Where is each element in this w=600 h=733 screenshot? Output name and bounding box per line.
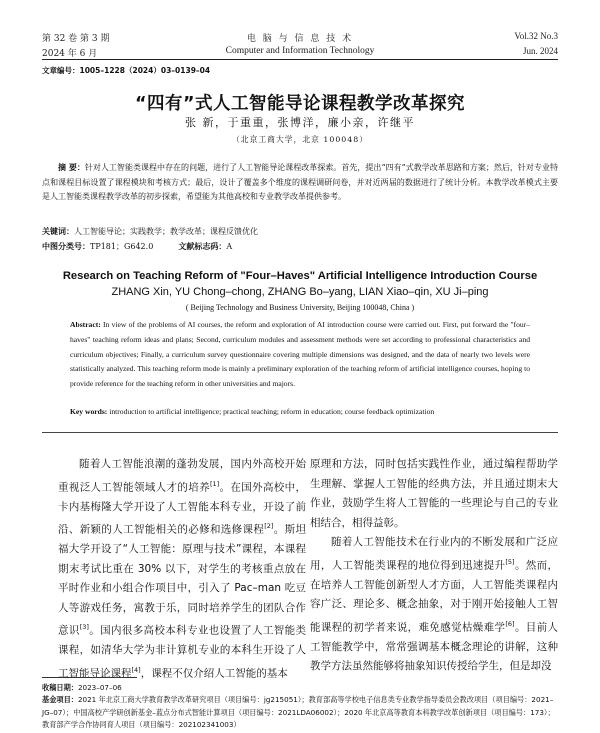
fund-label: 基金项目： xyxy=(42,695,78,704)
body-text: 。在国外高校中，卡内基梅隆大学开设了人工智能本科专业，开设了前沿、新颖的人工智能相关的必修和选修课程 xyxy=(58,481,307,536)
affiliation-cn: （北京工商大学，北京 100048） xyxy=(231,135,368,144)
citation-ref: [5] xyxy=(505,557,515,566)
keywords-cn-text: 人工智能导论；实践教学；教学改革；课程反馈优化 xyxy=(74,227,258,236)
classification-cn xyxy=(42,239,558,255)
affiliation-en: ( Beijing Technology and Business University, Beijing 100048, China ) xyxy=(185,303,415,312)
abstract-cn-label: 摘 要： xyxy=(58,162,85,172)
received-value: 2023–07–06 xyxy=(77,683,122,692)
body-text: ，课程不仅介绍人工智能的基本 xyxy=(140,667,288,679)
body-left-column xyxy=(58,455,306,684)
citation-ref: [4] xyxy=(131,665,141,674)
header-volume-cn: 第 32 卷 第 3 期 xyxy=(42,34,110,44)
citation-ref: [6] xyxy=(505,619,515,628)
doc-code-label: 文献标志码： xyxy=(178,241,227,251)
header-journal-cn: 电 脑 与 信 息 技 术 xyxy=(246,34,354,44)
body-text: 。然而，在培养人工智能创新型人才方面，人工智能类课程内容广泛、理论多、概念抽象，对于刚开始接触人工智能课程的初学者来说，难免感觉枯燥难学 xyxy=(310,559,559,633)
header-rule xyxy=(42,59,558,60)
body-text: 随着人工智能浪潮的蓬勃发展，国内外高校开始重视泛人工智能领域人才的培养 xyxy=(58,458,306,493)
authors-en: ZHANG Xin, YU Chong–chong, ZHANG Bo–yang, LIAN Xiao–qin, XU Ji–ping xyxy=(111,286,489,298)
fund-value: 2021 年北京工商大学教育教学改革研究项目（项目编号：jg215051）；教育部高等学校电子信息类专业教学指导委员会教改项目（项目编号：2021–JG–07）；中国高校产学研创新基金–蓝点分布式智能计算项目（项目编号：2021LDA06002）；2020 年北京高等教育本科教学改革创新项目（项目编号：173）；教育部产学合作协同育人项目（项目编号：202102341003） xyxy=(42,695,555,729)
title-en: Research on Teaching Reform of "Four–Haves" Artificial Intelligence Introduction Course xyxy=(62,270,538,282)
keywords-cn-label: 关键词： xyxy=(42,226,74,236)
authors-cn: 张 新，于重重，张博洋，廉小亲，许继平 xyxy=(185,116,415,129)
citation-ref: [2] xyxy=(264,522,274,530)
abstract-cn-text: 针对人工智能类课程中存在的问题，进行了人工智能导论课程改革探索。首先，提出“四有”式教学改革思路和方案；然后，针对专业特点和课程目标设置了课程模块和考核方式；最后，设计了覆盖多个维度的课程调研问卷，并对近两届的数据进行了统计分析。本教学改革模式主要是人工智能类课程教学改革的初步探索，希望能为其他高校和专业教学改革提供参考。 xyxy=(42,163,558,201)
abstract-cn xyxy=(42,160,558,205)
header-date-cn: 2024 年 6 月 xyxy=(42,49,98,59)
citation-ref: [3] xyxy=(79,623,89,631)
body-text: 。国内很多高校本科专业也设置了人工智能类课程，如清华大学为非计算机专业的本科生开设了人工智能导论课程 xyxy=(58,624,307,679)
header-volume-en: Vol.32 No.3 xyxy=(514,31,558,41)
clc-label: 中图分类号： xyxy=(42,241,90,251)
body-right-column xyxy=(310,455,558,677)
keywords-en-label: Key words: xyxy=(70,407,108,416)
header-journal-en: Computer and Information Technology xyxy=(225,46,375,56)
abstract-en-text: In view of the problems of AI courses, the reform and exploration of AI introduction course were carried out. First, put forward the "four–haves" teaching reform ideas and plans; Second, curriculum modules and assessment methods were set according to professional characteristics and curriculum objectives; Finally, a curriculum survey questionnaire covering multiple dimensions was designed, and the data of nearly two levels were statistically analyzed. This teaching reform mode is mainly a preliminary exploration of the teaching reform of artificial intelligence courses, hoping to provide reference for the teaching reform in other universities and majors. xyxy=(70,320,530,389)
abstract-en-label: Abstract: xyxy=(70,320,101,329)
body-paragraph xyxy=(58,455,306,684)
body-paragraph: 原理和方法，同时包括实践性作业，通过编程帮助学生理解、掌握人工智能的经典方法，并且通过期末大作业，鼓励学生将人工智能的一些理论与自己的专业相结合，相得益彰。 xyxy=(310,458,558,529)
body-paragraph xyxy=(310,533,558,677)
received-label: 收稿日期： xyxy=(42,683,78,692)
keywords-en-text: introduction to artificial intelligence; practical teaching; reform in education; course feedback optimization xyxy=(109,407,435,416)
header-date-en: Jun. 2024 xyxy=(522,46,558,56)
section-divider xyxy=(42,432,558,433)
article-number: 文章编号：1005–1228（2024）03–0139–04 xyxy=(42,66,211,75)
clc-value: TP181；G642.0 xyxy=(90,242,154,251)
abstract-en xyxy=(70,318,530,392)
citation-ref: [1] xyxy=(209,479,220,488)
received-date xyxy=(42,682,558,695)
fund-info xyxy=(42,694,558,732)
keywords-cn xyxy=(42,224,558,240)
title-cn: “四有”式人工智能导论课程教学改革探究 xyxy=(134,94,465,114)
body-text: 。目前人工智能教学中，常常强调基本概念理论的讲解，这种教学方法虽然能够将抽象知识传授给学生，但是却没 xyxy=(310,621,559,672)
body-text: 。斯坦福大学开设了“人工智能：原理与技术”课程，本课程期末考试比重在 30% 以下，对学生的考核重点放在平时作业和小组合作项目中，引入了 Pac–man 吃豆人等游戏任务，寓教于乐，同时培养学生的团队合作意识 xyxy=(58,523,307,637)
body-text: 随着人工智能技术在行业内的不断发展和广泛应用，人工智能类课程的地位得到迅速提升 xyxy=(310,536,558,571)
keywords-en xyxy=(70,405,530,420)
footnote-rule xyxy=(42,677,137,678)
doc-code-value: A xyxy=(226,242,233,251)
